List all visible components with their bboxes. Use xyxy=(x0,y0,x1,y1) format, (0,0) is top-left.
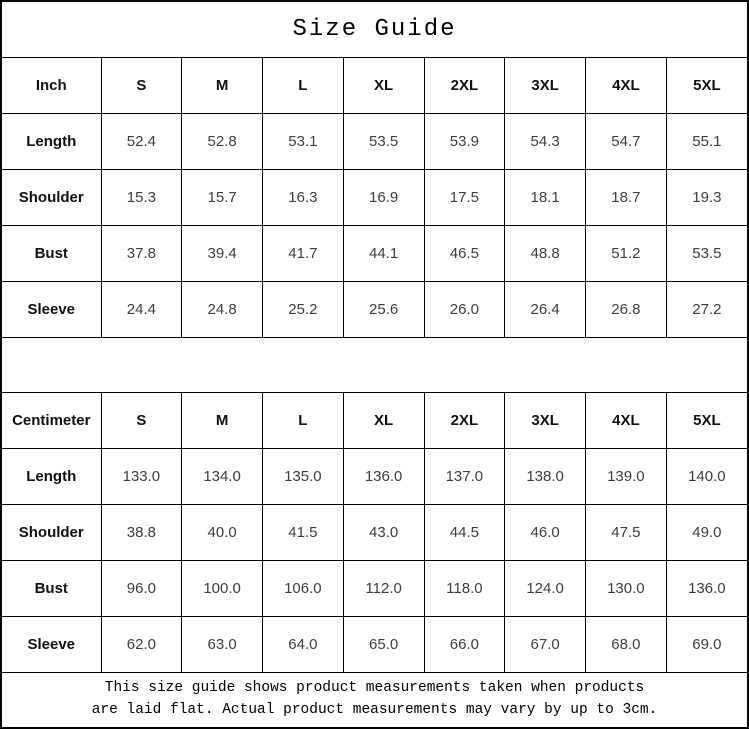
measurement-value-cell: 69.0 xyxy=(666,617,747,673)
measurement-value-cell: 44.1 xyxy=(343,226,424,282)
measurement-row xyxy=(2,449,747,505)
measurement-value-cell: 53.5 xyxy=(343,114,424,170)
measurement-value-cell: 138.0 xyxy=(505,449,586,505)
measurement-value-cell: 134.0 xyxy=(182,449,263,505)
size-column-header: M xyxy=(182,58,263,114)
measurement-value-cell: 27.2 xyxy=(666,282,747,338)
measurement-value-cell: 54.7 xyxy=(586,114,667,170)
measurement-value-cell: 124.0 xyxy=(505,561,586,617)
measurement-value-cell: 19.3 xyxy=(666,170,747,226)
measurement-value-cell: 24.8 xyxy=(182,282,263,338)
measurement-value-cell: 118.0 xyxy=(424,561,505,617)
measurement-label-cell: Shoulder xyxy=(2,170,101,226)
measurement-value-cell: 130.0 xyxy=(586,561,667,617)
measurement-value-cell: 17.5 xyxy=(424,170,505,226)
measurement-value-cell: 43.0 xyxy=(343,505,424,561)
measurement-value-cell: 44.5 xyxy=(424,505,505,561)
page-title: Size Guide xyxy=(2,2,747,58)
measurement-value-cell: 96.0 xyxy=(101,561,182,617)
measurement-value-cell: 46.0 xyxy=(505,505,586,561)
measurement-label-cell: Bust xyxy=(2,226,101,282)
measurement-label-cell: Length xyxy=(2,449,101,505)
measurement-value-cell: 37.8 xyxy=(101,226,182,282)
measurement-value-cell: 139.0 xyxy=(586,449,667,505)
measurement-value-cell: 137.0 xyxy=(424,449,505,505)
size-column-header: 4XL xyxy=(586,58,667,114)
measurement-value-cell: 55.1 xyxy=(666,114,747,170)
measurement-value-cell: 112.0 xyxy=(343,561,424,617)
measurement-value-cell: 18.1 xyxy=(505,170,586,226)
size-header-row xyxy=(2,58,747,114)
size-column-header: 2XL xyxy=(424,58,505,114)
measurement-value-cell: 100.0 xyxy=(182,561,263,617)
size-column-header: L xyxy=(263,393,344,449)
measurement-value-cell: 66.0 xyxy=(424,617,505,673)
measurement-value-cell: 39.4 xyxy=(182,226,263,282)
measurement-row xyxy=(2,226,747,282)
measurement-label-cell: Sleeve xyxy=(2,282,101,338)
measurement-value-cell: 54.3 xyxy=(505,114,586,170)
measurement-value-cell: 140.0 xyxy=(666,449,747,505)
size-column-header: L xyxy=(263,58,344,114)
size-column-header: 5XL xyxy=(666,393,747,449)
measurement-value-cell: 62.0 xyxy=(101,617,182,673)
measurement-value-cell: 18.7 xyxy=(586,170,667,226)
measurement-row xyxy=(2,505,747,561)
size-column-header: 3XL xyxy=(505,58,586,114)
measurement-note xyxy=(2,673,747,727)
measurement-value-cell: 65.0 xyxy=(343,617,424,673)
size-table-centimeter xyxy=(2,392,747,673)
unit-label-cell: Centimeter xyxy=(2,393,101,449)
measurement-label-cell: Length xyxy=(2,114,101,170)
measurement-value-cell: 48.8 xyxy=(505,226,586,282)
measurement-value-cell: 40.0 xyxy=(182,505,263,561)
size-column-header: XL xyxy=(343,58,424,114)
measurement-value-cell: 53.9 xyxy=(424,114,505,170)
measurement-value-cell: 135.0 xyxy=(263,449,344,505)
measurement-value-cell: 26.0 xyxy=(424,282,505,338)
size-column-header: 3XL xyxy=(505,393,586,449)
measurement-label-cell: Bust xyxy=(2,561,101,617)
measurement-value-cell: 106.0 xyxy=(263,561,344,617)
measurement-value-cell: 26.4 xyxy=(505,282,586,338)
measurement-value-cell: 49.0 xyxy=(666,505,747,561)
measurement-value-cell: 136.0 xyxy=(343,449,424,505)
unit-label-cell: Inch xyxy=(2,58,101,114)
size-column-header: XL xyxy=(343,393,424,449)
measurement-value-cell: 25.2 xyxy=(263,282,344,338)
measurement-value-cell: 52.4 xyxy=(101,114,182,170)
measurement-value-cell: 68.0 xyxy=(586,617,667,673)
measurement-row xyxy=(2,170,747,226)
size-column-header: S xyxy=(101,393,182,449)
measurement-value-cell: 41.5 xyxy=(263,505,344,561)
measurement-value-cell: 67.0 xyxy=(505,617,586,673)
measurement-label-cell: Shoulder xyxy=(2,505,101,561)
size-column-header: M xyxy=(182,393,263,449)
measurement-label-cell: Sleeve xyxy=(2,617,101,673)
measurement-value-cell: 41.7 xyxy=(263,226,344,282)
measurement-row xyxy=(2,617,747,673)
size-column-header: S xyxy=(101,58,182,114)
measurement-value-cell: 25.6 xyxy=(343,282,424,338)
measurement-value-cell: 53.5 xyxy=(666,226,747,282)
measurement-value-cell: 63.0 xyxy=(182,617,263,673)
measurement-value-cell: 38.8 xyxy=(101,505,182,561)
measurement-value-cell: 46.5 xyxy=(424,226,505,282)
measurement-value-cell: 136.0 xyxy=(666,561,747,617)
measurement-value-cell: 15.7 xyxy=(182,170,263,226)
size-column-header: 5XL xyxy=(666,58,747,114)
measurement-value-cell: 16.9 xyxy=(343,170,424,226)
measurement-value-cell: 15.3 xyxy=(101,170,182,226)
measurement-value-cell: 51.2 xyxy=(586,226,667,282)
measurement-row xyxy=(2,114,747,170)
table-spacer xyxy=(2,338,747,392)
measurement-note-line2: are laid flat. Actual product measurements may vary by up to 3cm. xyxy=(91,702,658,718)
measurement-value-cell: 133.0 xyxy=(101,449,182,505)
measurement-row xyxy=(2,561,747,617)
measurement-value-cell: 16.3 xyxy=(263,170,344,226)
measurement-value-cell: 26.8 xyxy=(586,282,667,338)
measurement-value-cell: 64.0 xyxy=(263,617,344,673)
measurement-value-cell: 24.4 xyxy=(101,282,182,338)
measurement-value-cell: 53.1 xyxy=(263,114,344,170)
size-header-row xyxy=(2,393,747,449)
measurement-value-cell: 47.5 xyxy=(586,505,667,561)
size-table-inch xyxy=(2,58,747,338)
measurement-note-line1: This size guide shows product measurements taken when products xyxy=(104,680,645,697)
measurement-value-cell: 52.8 xyxy=(182,114,263,170)
size-column-header: 4XL xyxy=(586,393,667,449)
measurement-row xyxy=(2,282,747,338)
size-column-header: 2XL xyxy=(424,393,505,449)
